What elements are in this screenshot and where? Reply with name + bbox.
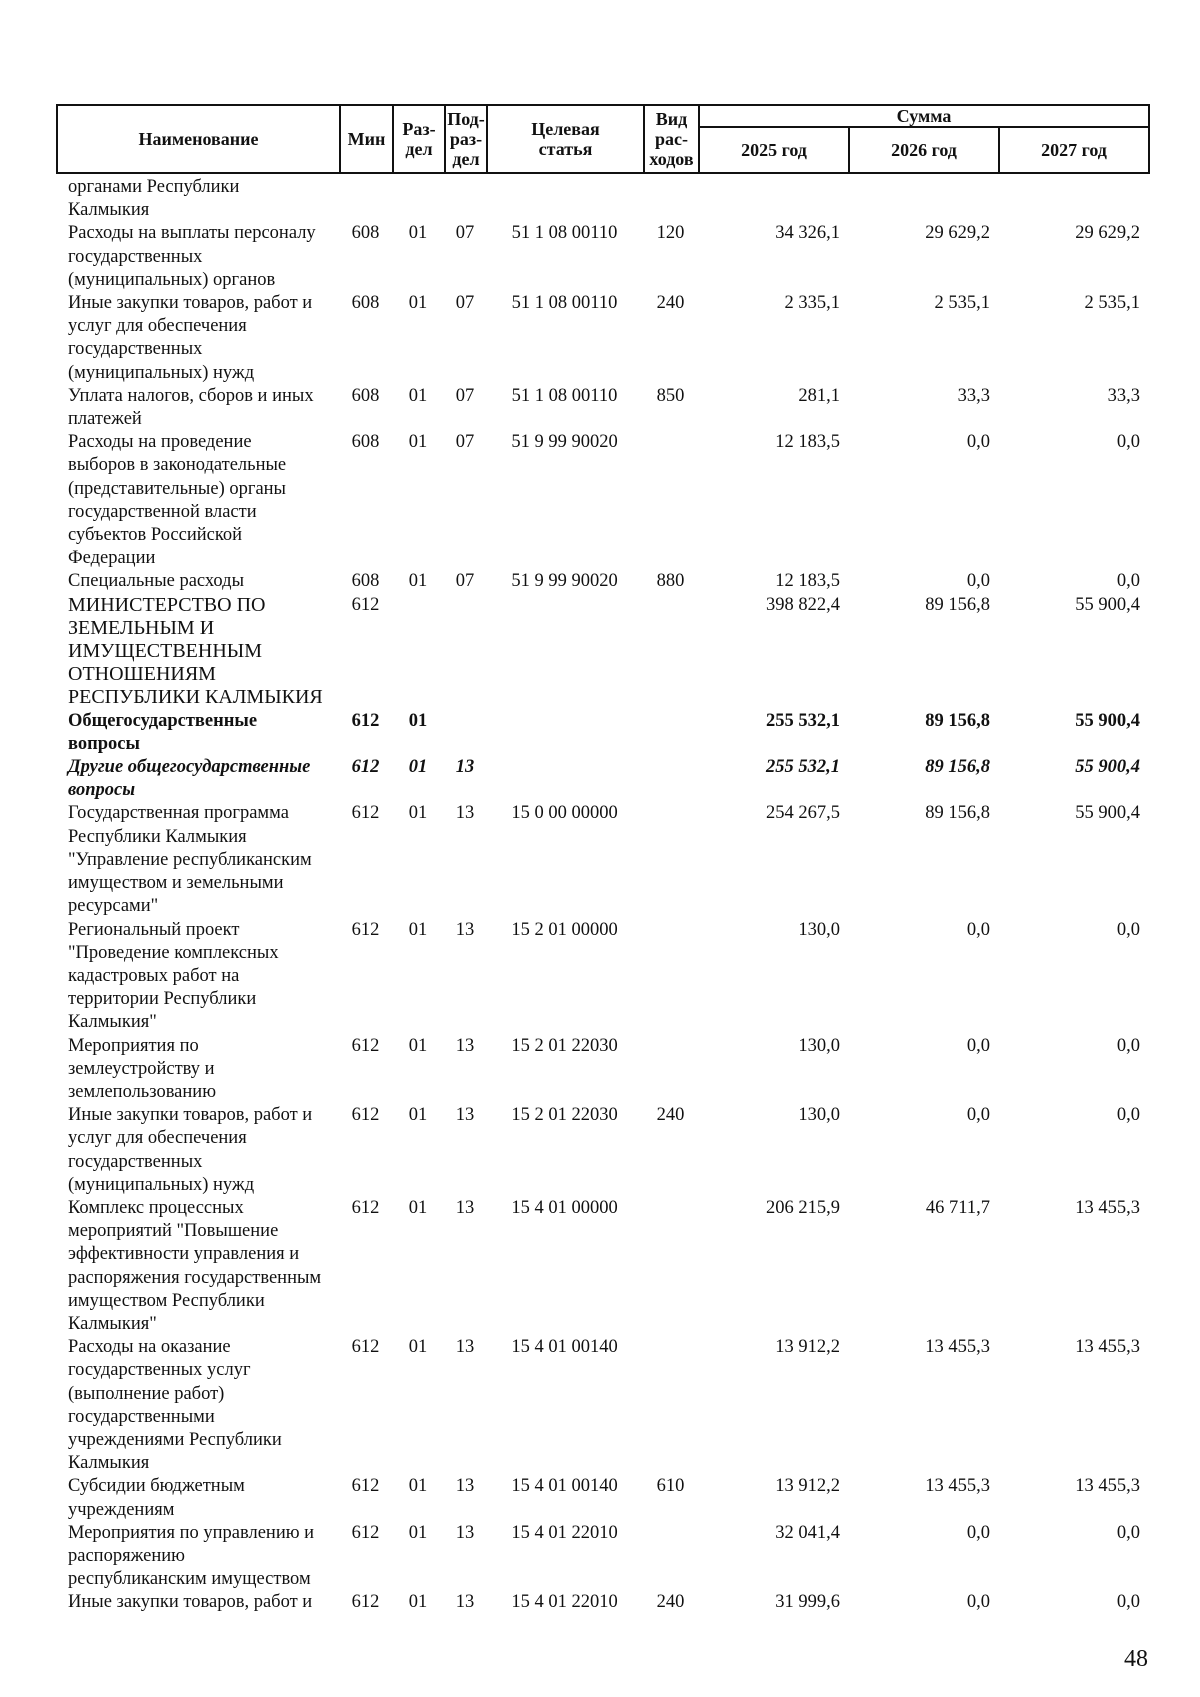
cell-y2026: 89 156,8 (925, 710, 990, 731)
col-header-razdel-text: Раз- дел (402, 119, 436, 159)
cell-razdel: 01 (408, 223, 428, 244)
cell-y2026: 0,0 (966, 1522, 990, 1543)
cell-name: Расходы на проведение выборов в законодательные (представительные) органы государственной власти субъектов Российской Федерации (68, 432, 287, 569)
cell-y2026: 13 455,3 (925, 1476, 990, 1497)
cell-vid (643, 1197, 698, 1336)
cell-min: 608 (351, 223, 380, 244)
cell-y2025: 206 215,9 (766, 1197, 840, 1218)
cell-y2026 (848, 176, 998, 222)
col-header-vid-text: Вид рас- ходов (649, 109, 694, 169)
cell-y2026: 33,3 (957, 385, 990, 406)
col-header-podrazdel (445, 105, 487, 173)
cell-y2026: 0,0 (966, 1592, 990, 1613)
cell-celevaya: 15 4 01 22010 (511, 1592, 618, 1613)
cell-y2026: 2 535,1 (934, 293, 990, 314)
cell-y2027: 29 629,2 (1075, 223, 1140, 244)
cell-name: Мероприятия по землеустройству и землепользованию (68, 1035, 217, 1102)
cell-min: 612 (351, 1592, 380, 1613)
cell-y2025: 31 999,6 (775, 1592, 840, 1613)
cell-y2025: 2 335,1 (784, 293, 840, 314)
table-row (56, 802, 1148, 918)
cell-min: 612 (351, 1337, 380, 1358)
table-row (56, 431, 1148, 570)
cell-y2026: 0,0 (966, 571, 990, 592)
cell-y2025: 255 532,1 (766, 757, 840, 778)
cell-razdel: 01 (408, 1197, 428, 1218)
cell-celevaya: 51 1 08 00110 (511, 293, 618, 314)
cell-name: Иные закупки товаров, работ и (68, 1592, 313, 1613)
cell-razdel: 01 (408, 919, 428, 940)
cell-name: Расходы на выплаты персоналу государственных (муниципальных) органов (68, 223, 316, 290)
table-row (56, 1035, 1148, 1105)
table-row (56, 1104, 1148, 1197)
cell-razdel (392, 594, 444, 710)
cell-vid (643, 594, 698, 710)
cell-razdel: 01 (408, 293, 428, 314)
cell-vid (643, 431, 698, 570)
cell-razdel: 01 (408, 757, 428, 778)
cell-min: 612 (351, 594, 380, 615)
table-row (56, 292, 1148, 385)
cell-razdel: 01 (408, 571, 428, 592)
cell-name: Другие общегосударственные вопросы (68, 757, 311, 801)
cell-y2027: 33,3 (1107, 385, 1140, 406)
cell-razdel: 01 (408, 710, 428, 731)
cell-y2026: 29 629,2 (925, 223, 990, 244)
cell-podrazdel: 07 (455, 223, 475, 244)
cell-podrazdel: 13 (455, 1522, 475, 1543)
col-header-2026: 2026 год (849, 127, 999, 173)
cell-y2026: 0,0 (966, 919, 990, 940)
cell-podrazdel (444, 710, 486, 756)
cell-name: Общегосударственные вопросы (68, 710, 258, 754)
cell-y2027: 0,0 (1116, 1105, 1140, 1126)
budget-table (56, 176, 1148, 1615)
cell-name: Региональный проект "Проведение комплексных кадастровых работ на территории Республики Калмыкия" (68, 919, 279, 1033)
cell-vid (643, 1522, 698, 1592)
cell-vid: 880 (656, 571, 685, 592)
table-row (56, 756, 1148, 802)
cell-y2027: 0,0 (1116, 432, 1140, 453)
cell-min: 612 (351, 1105, 380, 1126)
cell-vid: 240 (656, 1592, 685, 1613)
table-row (56, 1475, 1148, 1521)
cell-min: 612 (351, 710, 380, 731)
cell-celevaya: 15 2 01 00000 (511, 919, 618, 940)
cell-y2025: 398 822,4 (766, 594, 840, 615)
cell-celevaya: 15 4 01 00140 (511, 1337, 618, 1358)
table-row (56, 176, 1148, 222)
cell-y2027: 13 455,3 (1075, 1476, 1140, 1497)
cell-min: 612 (351, 803, 380, 824)
cell-min: 612 (351, 1522, 380, 1543)
cell-y2026: 0,0 (966, 1105, 990, 1126)
table-row (56, 222, 1148, 292)
cell-podrazdel (444, 176, 486, 222)
cell-y2025: 12 183,5 (775, 571, 840, 592)
col-header-2025: 2025 год (699, 127, 849, 173)
cell-name: Иные закупки товаров, работ и услуг для обеспечения государственных (муниципальных) нужд (68, 293, 313, 383)
cell-podrazdel: 07 (455, 432, 475, 453)
cell-celevaya: 15 2 01 22030 (511, 1035, 618, 1056)
cell-vid (643, 756, 698, 802)
col-header-summa: Сумма (699, 105, 1149, 127)
cell-y2026: 13 455,3 (925, 1337, 990, 1358)
cell-name: Расходы на оказание государственных услуг (выполнение работ) государственными учреждениями Республики Калмыкия (68, 1337, 282, 1474)
cell-y2026: 0,0 (966, 432, 990, 453)
cell-name: Уплата налогов, сборов и иных платежей (68, 385, 314, 430)
cell-podrazdel: 13 (455, 803, 475, 824)
cell-podrazdel: 07 (455, 385, 475, 406)
cell-y2025: 13 912,2 (775, 1337, 840, 1358)
cell-vid: 120 (656, 223, 685, 244)
cell-min: 612 (351, 1476, 380, 1497)
cell-celevaya: 51 1 08 00110 (511, 385, 618, 406)
cell-min: 608 (351, 293, 380, 314)
cell-razdel: 01 (408, 1337, 428, 1358)
cell-vid: 850 (656, 385, 685, 406)
cell-y2027: 0,0 (1116, 1522, 1140, 1543)
cell-y2027: 2 535,1 (1084, 293, 1140, 314)
cell-celevaya (486, 594, 643, 710)
cell-y2027: 13 455,3 (1075, 1197, 1140, 1218)
col-header-podrazdel-text: Под- раз- дел (447, 109, 485, 169)
cell-min: 612 (351, 1197, 380, 1218)
cell-podrazdel: 13 (455, 1105, 475, 1126)
cell-vid: 240 (656, 293, 685, 314)
cell-podrazdel: 07 (455, 571, 475, 592)
cell-y2025: 130,0 (798, 1035, 840, 1056)
cell-celevaya: 15 2 01 22030 (511, 1105, 618, 1126)
cell-min: 612 (351, 919, 380, 940)
table-row (56, 710, 1148, 756)
cell-razdel: 01 (408, 432, 428, 453)
cell-y2025: 12 183,5 (775, 432, 840, 453)
cell-name: Комплекс процессных мероприятий "Повышение эффективности управления и распоряжения государственным имуществом Республики Калмыкия" (68, 1197, 322, 1334)
cell-y2025: 13 912,2 (775, 1476, 840, 1497)
table-row (56, 385, 1148, 431)
col-header-min: Мин (340, 105, 393, 173)
cell-name: Иные закупки товаров, работ и услуг для обеспечения государственных (муниципальных) нужд (68, 1105, 313, 1195)
cell-vid: 240 (656, 1105, 685, 1126)
table-row (56, 570, 1148, 593)
cell-name: МИНИСТЕРСТВО ПО ЗЕМЕЛЬНЫМ И ИМУЩЕСТВЕННЫМ ОТНОШЕНИЯМ РЕСПУБЛИКИ КАЛМЫКИЯ (68, 593, 323, 709)
cell-y2025 (698, 176, 848, 222)
table-row (56, 1522, 1148, 1592)
cell-y2027: 55 900,4 (1075, 803, 1140, 824)
col-header-2027: 2027 год (999, 127, 1149, 173)
cell-name: Государственная программа Республики Калмыкия "Управление республиканским имуществом и земельными ресурсами" (68, 803, 312, 917)
table-row (56, 1336, 1148, 1475)
cell-y2027: 0,0 (1116, 571, 1140, 592)
cell-podrazdel: 07 (455, 293, 475, 314)
col-header-vid (644, 105, 699, 173)
cell-y2027: 0,0 (1116, 1035, 1140, 1056)
cell-y2027: 55 900,4 (1075, 594, 1140, 615)
table-row (56, 1197, 1148, 1336)
cell-min (339, 176, 392, 222)
cell-celevaya (486, 176, 643, 222)
cell-celevaya: 51 9 99 90020 (511, 432, 618, 453)
cell-min: 608 (351, 385, 380, 406)
cell-y2025: 130,0 (798, 1105, 840, 1126)
cell-vid (643, 710, 698, 756)
cell-min: 608 (351, 571, 380, 592)
cell-razdel: 01 (408, 1476, 428, 1497)
col-header-celevaya (487, 105, 644, 173)
cell-min: 608 (351, 432, 380, 453)
cell-celevaya: 51 9 99 90020 (511, 571, 618, 592)
table-row (56, 1591, 1148, 1614)
cell-name: органами Республики Калмыкия (68, 177, 240, 221)
cell-y2026: 0,0 (966, 1035, 990, 1056)
cell-podrazdel: 13 (455, 1197, 475, 1218)
cell-podrazdel: 13 (455, 1476, 475, 1497)
cell-podrazdel: 13 (455, 919, 475, 940)
cell-y2025: 130,0 (798, 919, 840, 940)
cell-y2026: 89 156,8 (925, 803, 990, 824)
cell-razdel: 01 (408, 385, 428, 406)
cell-y2025: 254 267,5 (766, 803, 840, 824)
cell-y2026: 89 156,8 (925, 757, 990, 778)
cell-y2026: 89 156,8 (925, 594, 990, 615)
cell-celevaya: 15 4 01 00140 (511, 1476, 618, 1497)
cell-name: Мероприятия по управлению и распоряжению республиканским имуществом (68, 1522, 315, 1590)
cell-celevaya: 15 0 00 00000 (511, 803, 618, 824)
cell-vid (643, 1336, 698, 1475)
table-row (56, 919, 1148, 1035)
cell-celevaya (486, 710, 643, 756)
cell-celevaya: 15 4 01 22010 (511, 1522, 618, 1543)
cell-razdel (392, 176, 444, 222)
cell-razdel: 01 (408, 1522, 428, 1543)
cell-vid (643, 176, 698, 222)
cell-celevaya: 51 1 08 00110 (511, 223, 618, 244)
cell-min: 612 (351, 757, 380, 778)
cell-y2027: 55 900,4 (1075, 710, 1140, 731)
cell-y2027: 13 455,3 (1075, 1337, 1140, 1358)
cell-razdel: 01 (408, 1035, 428, 1056)
page-number: 48 (1124, 1646, 1148, 1672)
cell-vid (643, 802, 698, 918)
cell-y2027 (998, 176, 1148, 222)
cell-vid (643, 919, 698, 1035)
cell-y2025: 34 326,1 (775, 223, 840, 244)
cell-vid (643, 1035, 698, 1105)
cell-y2025: 32 041,4 (775, 1522, 840, 1543)
cell-y2025: 255 532,1 (766, 710, 840, 731)
budget-table-header (56, 104, 1150, 174)
col-header-razdel (393, 105, 445, 173)
cell-podrazdel: 13 (455, 1337, 475, 1358)
cell-y2026: 46 711,7 (925, 1197, 990, 1218)
cell-razdel: 01 (408, 1592, 428, 1613)
cell-podrazdel: 13 (455, 1592, 475, 1613)
cell-y2025: 281,1 (798, 385, 840, 406)
cell-y2027: 0,0 (1116, 1592, 1140, 1613)
cell-celevaya: 15 4 01 00000 (511, 1197, 618, 1218)
cell-razdel: 01 (408, 1105, 428, 1126)
cell-name: Специальные расходы (68, 571, 244, 592)
cell-podrazdel: 13 (455, 757, 475, 778)
col-header-naimenovanie: Наименование (57, 105, 340, 173)
cell-celevaya (486, 756, 643, 802)
cell-podrazdel (444, 594, 486, 710)
cell-y2027: 55 900,4 (1075, 757, 1140, 778)
cell-vid: 610 (656, 1476, 685, 1497)
cell-y2027: 0,0 (1116, 919, 1140, 940)
cell-razdel: 01 (408, 803, 428, 824)
cell-min: 612 (351, 1035, 380, 1056)
col-header-celevaya-text: Целевая статья (531, 119, 600, 159)
cell-name: Субсидии бюджетным учреждениям (68, 1476, 245, 1520)
cell-podrazdel: 13 (455, 1035, 475, 1056)
table-row (56, 594, 1148, 710)
